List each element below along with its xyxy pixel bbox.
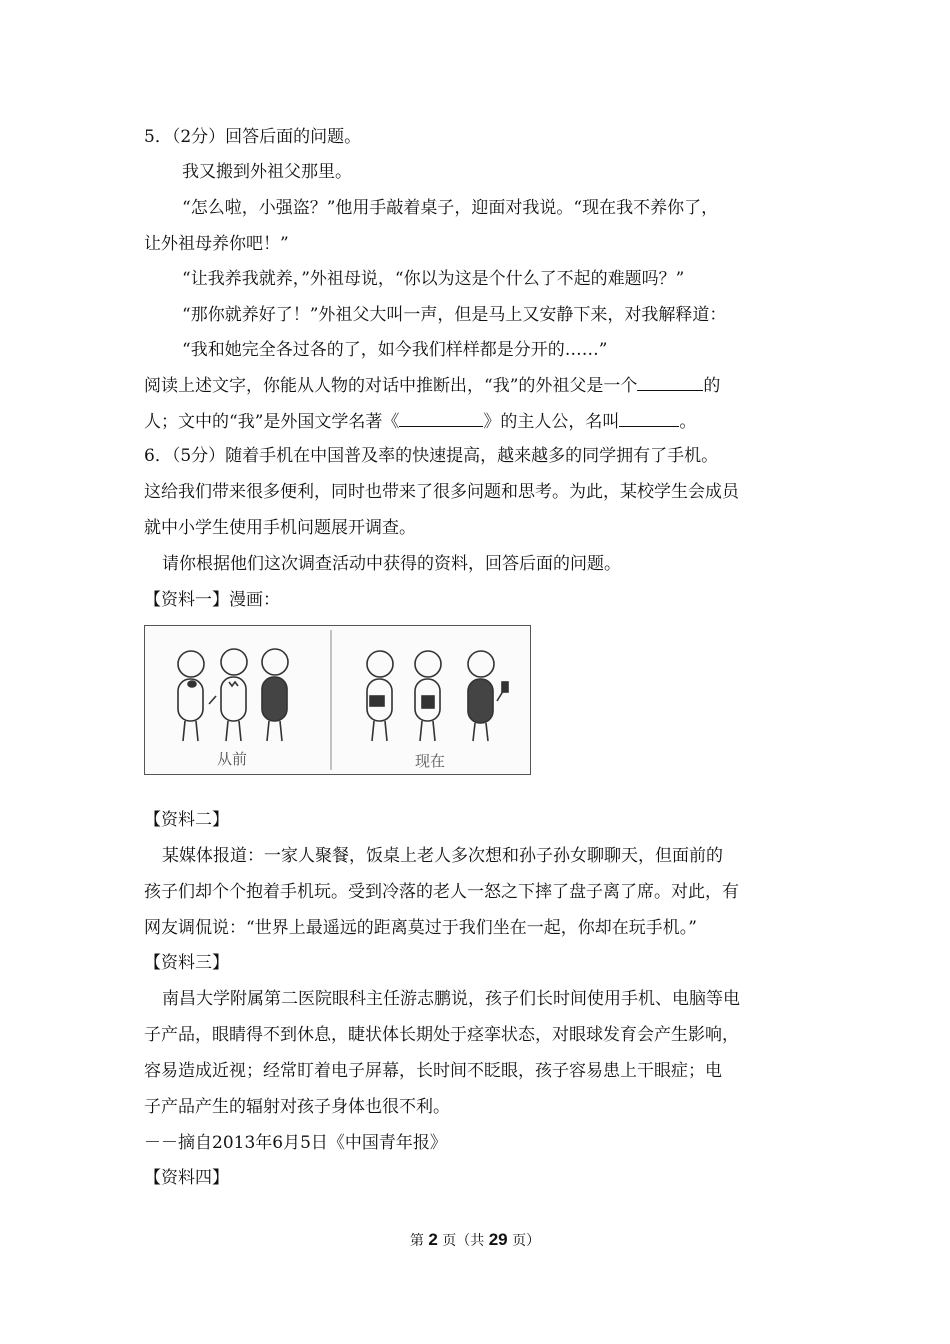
material-three-line: 南昌大学附属第二医院眼科主任游志鹏说，孩子们长时间使用手机、电脑等电 [162,989,740,1009]
footer-suffix: 页） [507,1233,541,1249]
person-figure [209,649,247,741]
person-figure [178,651,204,741]
q5-passage-line: “我和她完全各过各的了，如今我们样样都是分开的……” [182,340,608,360]
cartoon-image [144,625,531,775]
q6-text-line: 这给我们带来很多便利，同时也带来了很多问题和思考。为此，某校学生会成员 [144,482,739,502]
q5-question-text: 。 [679,412,697,432]
page-footer [0,1230,950,1251]
material-four-label: 【资料四】 [144,1168,229,1188]
q5-question-line-2 [144,410,696,433]
q6-text-line: 就中小学生使用手机问题展开调查。 [144,518,416,538]
material-three-source: －－摘自2013年6月5日《中国青年报》 [144,1133,447,1153]
cartoon-caption-before: 从前 [217,750,248,768]
footer-prefix: 第 [409,1233,429,1249]
q5-question-text: 人；文中的“我”是外国文学名著《 [144,412,400,432]
q5-passage-line: 我又搬到外祖父那里。 [182,162,352,182]
q5-question-text: 的 [703,376,721,396]
person-figure [262,649,288,741]
material-two-line: 某媒体报道：一家人聚餐，饭桌上老人多次想和孙子孙女聊聊天，但面前的 [162,846,723,866]
person-figure [468,651,508,741]
material-three-line: 子产品产生的辐射对孩子身体也很不利。 [144,1097,450,1117]
q5-passage-line: 让外祖母养你吧！” [144,234,289,254]
q5-question-text: 》的主人公，名叫 [483,412,620,432]
material-three-line: 子产品，眼睛得不到休息，睫状体长期处于痉挛状态，对眼球发育会产生影响， [144,1025,739,1045]
answer-blank-character[interactable] [637,374,703,391]
cartoon-drawing [145,626,530,774]
answer-blank-name[interactable] [619,410,679,427]
material-two-line: 网友调侃说：“世界上最遥远的距离莫过于我们坐在一起，你却在玩手机。” [144,918,697,938]
q6-header: 6．（5分）随着手机在中国普及率的快速提高，越来越多的同学拥有了手机。 [144,446,719,466]
q5-header: 5．（2分）回答后面的问题。 [144,127,362,147]
material-one-label: 【资料一】漫画： [144,590,280,610]
footer-middle: 页（共 [437,1233,489,1249]
cartoon-caption-now: 现在 [415,752,446,770]
material-two-label: 【资料二】 [144,810,229,830]
answer-blank-book[interactable] [399,410,483,427]
q5-passage-line: “那你就养好了！”外祖父大叫一声，但是马上又安静下来，对我解释道： [182,305,727,325]
q5-question-line-1 [144,374,720,397]
total-page-number: 29 [488,1230,508,1249]
q5-question-text: 阅读上述文字，你能从人物的对话中推断出，“我”的外祖父是一个 [144,376,638,396]
current-page-number: 2 [428,1230,438,1249]
person-figure [415,651,441,741]
q5-passage-line: “怎么啦，小强盗？”他用手敲着桌子，迎面对我说。“现在我不养你了， [182,198,719,218]
q6-text-line: 请你根据他们这次调查活动中获得的资料，回答后面的问题。 [162,554,621,574]
material-three-label: 【资料三】 [144,953,229,973]
material-three-line: 容易造成近视；经常盯着电子屏幕，长时间不眨眼，孩子容易患上干眼症；电 [144,1061,722,1081]
material-two-line: 孩子们却个个抱着手机玩。受到冷落的老人一怒之下摔了盘子离了席。对此，有 [144,882,739,902]
person-figure [367,651,393,741]
q5-passage-line: “让我养我就养，”外祖母说，“你以为这是个什么了不起的难题吗？” [182,269,685,289]
